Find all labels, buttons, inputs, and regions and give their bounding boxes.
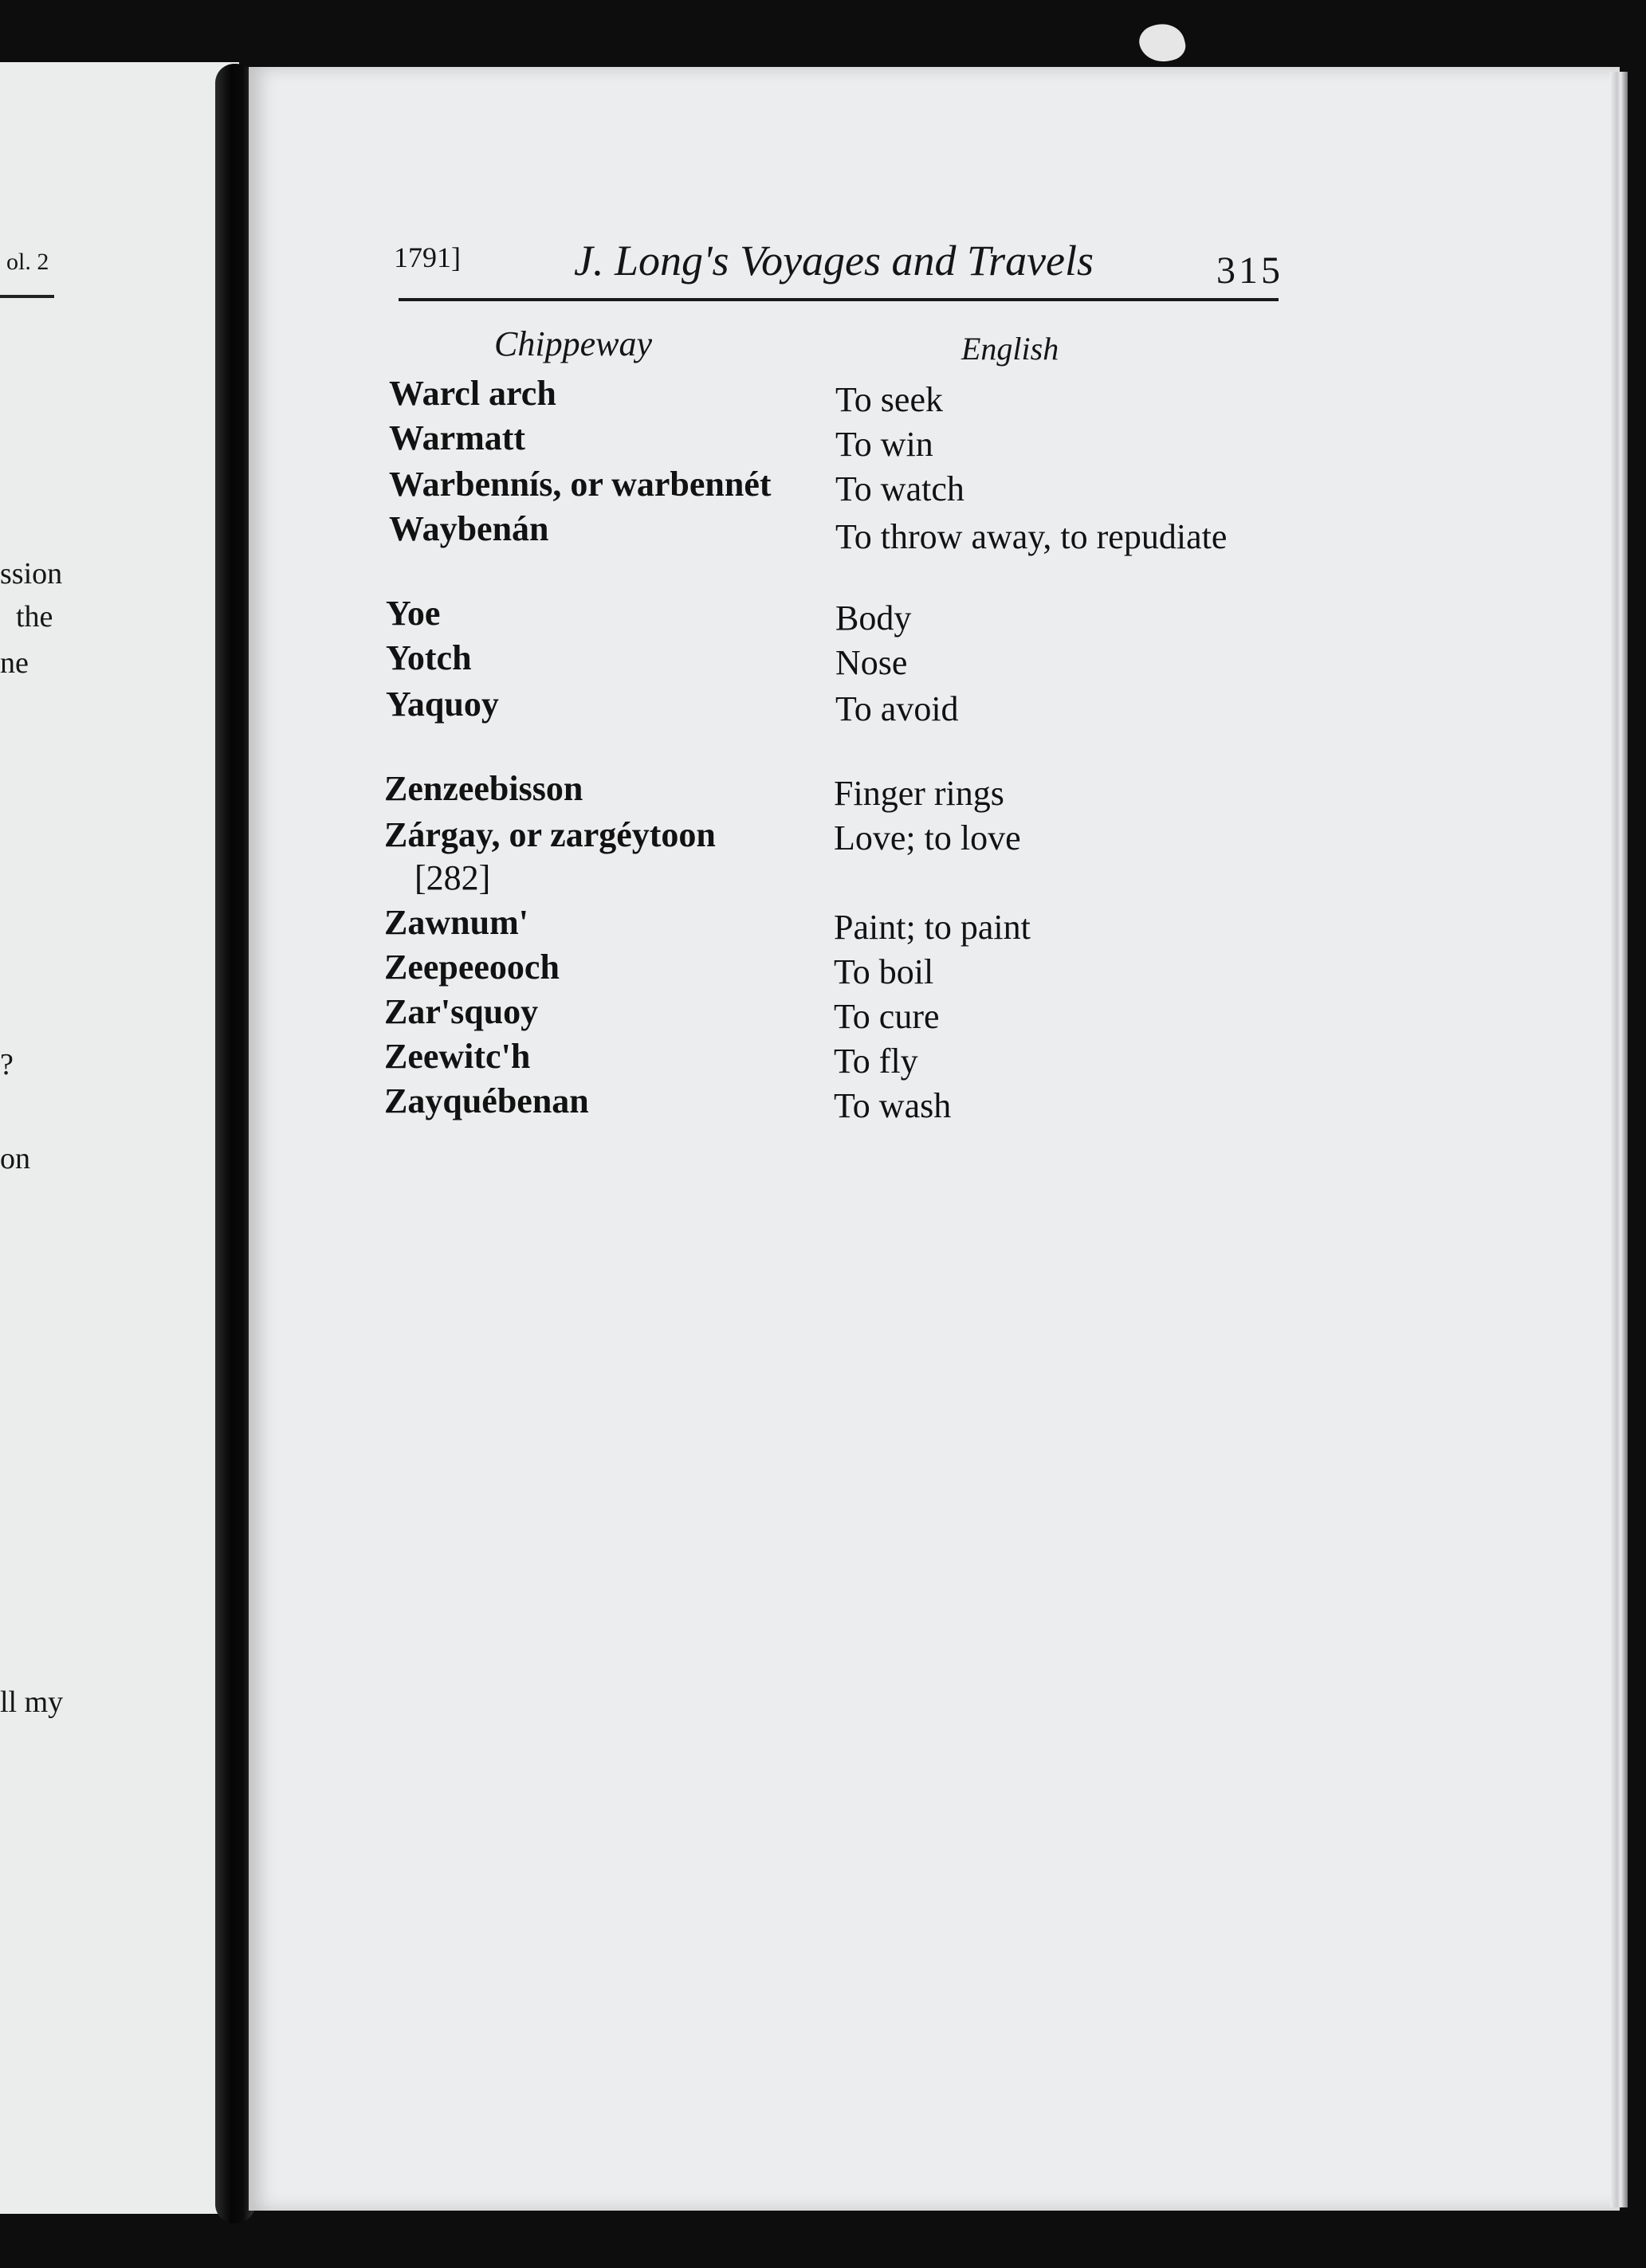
chippeway-word: Zayquébenan xyxy=(384,1081,589,1120)
running-head-year: 1791] xyxy=(394,241,461,273)
chippeway-word: Zar'squoy xyxy=(384,992,539,1031)
english-meaning: To win xyxy=(835,425,933,464)
english-meaning: Finger rings xyxy=(834,774,1004,813)
english-meaning: Nose xyxy=(835,643,908,682)
previous-page-text-fragment: the xyxy=(16,600,53,634)
column-header-chippeway: Chippeway xyxy=(494,324,652,363)
chippeway-word: Yoe xyxy=(386,594,441,633)
chippeway-word: Waybenán xyxy=(389,509,549,548)
chippeway-word: Zenzeebisson xyxy=(384,769,583,808)
chippeway-word: Warcl arch xyxy=(389,374,556,413)
english-meaning: Paint; to paint xyxy=(834,908,1031,947)
original-page-marker: [282] xyxy=(414,858,491,897)
english-meaning: To wash xyxy=(834,1086,952,1125)
english-meaning: To seek xyxy=(835,380,943,419)
chippeway-word: Zeewitc'h xyxy=(384,1037,531,1076)
chippeway-word: Zeepeeooch xyxy=(384,948,560,987)
previous-page xyxy=(0,62,239,2214)
page-edge xyxy=(1610,72,1628,2207)
english-meaning: To avoid xyxy=(835,689,959,728)
english-meaning: Body xyxy=(835,598,912,638)
page-number: 315 xyxy=(1216,249,1283,292)
english-meaning: To watch xyxy=(835,469,964,508)
previous-page-text-fragment: ne xyxy=(0,646,29,680)
previous-page-text-fragment: on xyxy=(0,1142,30,1175)
previous-page-text-fragment: ssion xyxy=(0,557,63,591)
previous-page-header-rule xyxy=(0,295,54,298)
chippeway-word: Yotch xyxy=(386,638,472,677)
chippeway-word: Warmatt xyxy=(389,418,526,457)
english-meaning: To fly xyxy=(834,1042,918,1081)
column-header-english: English xyxy=(961,331,1059,367)
chippeway-word: Yaquoy xyxy=(386,685,499,724)
previous-page-header: ol. 2 xyxy=(6,249,49,275)
running-head-title: J. Long's Voyages and Travels xyxy=(574,237,1094,284)
english-meaning: Love; to love xyxy=(834,818,1021,857)
chippeway-word: Zárgay, or zargéytoon xyxy=(384,815,716,854)
chippeway-word: Zawnum' xyxy=(384,903,528,942)
previous-page-text-fragment: ll my xyxy=(0,1685,64,1719)
english-meaning: To cure xyxy=(834,997,940,1036)
english-meaning: To boil xyxy=(834,952,934,991)
paper-tear xyxy=(1136,19,1188,67)
chippeway-word: Warbennís, or warbennét xyxy=(389,465,772,504)
running-head-rule xyxy=(399,298,1279,301)
english-meaning: To throw away, to repudiate xyxy=(835,517,1228,556)
previous-page-text-fragment: ? xyxy=(0,1048,14,1081)
